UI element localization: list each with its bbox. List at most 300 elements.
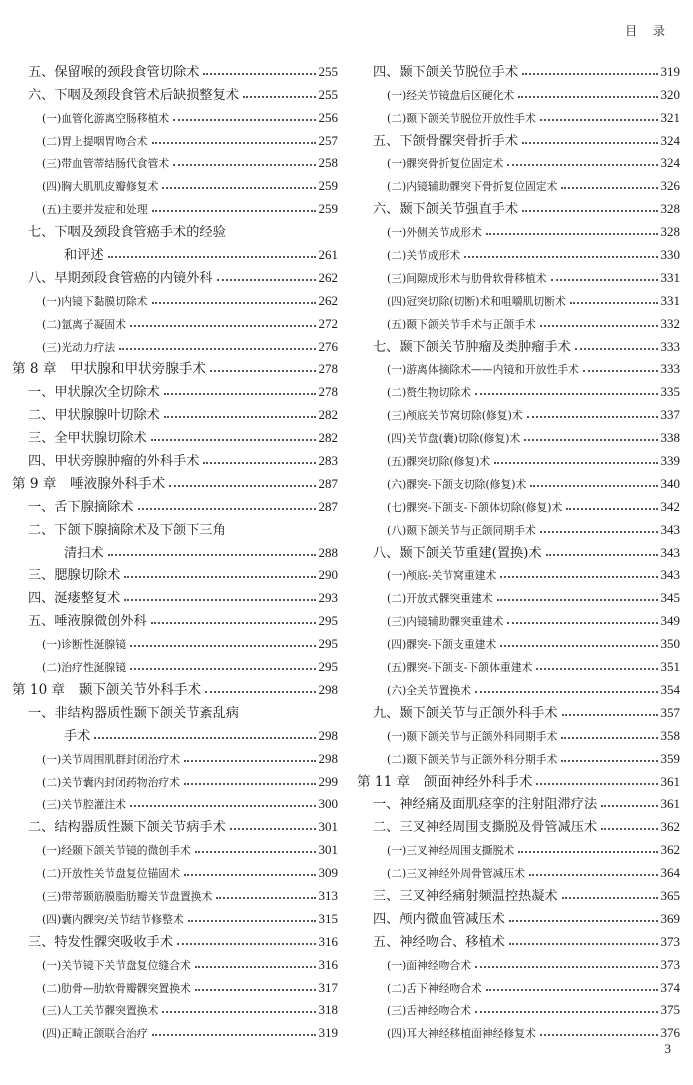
toc-entry-title: (五)髁突切除(修复)术 [387, 455, 491, 469]
toc-entry-title: 第 9 章 唾液腺外科手术 [12, 475, 166, 492]
toc-entry [357, 561, 680, 584]
page-number: 3 [664, 1041, 671, 1056]
toc-entry [357, 973, 680, 996]
toc-entry [12, 126, 338, 149]
toc-entry [357, 652, 680, 675]
toc-entry-page: 262 [318, 292, 338, 308]
toc-entry [357, 492, 680, 515]
toc-entry-title: (三)关节腔灌注术 [42, 798, 127, 812]
toc-entry-page: 316 [318, 933, 338, 949]
dot-leader [124, 576, 315, 578]
dot-leader [566, 508, 657, 510]
toc-chapter-entry [12, 355, 338, 378]
toc-entry-title: (一)内镜下黏膜切除术 [42, 294, 148, 308]
toc-entry-page: 320 [660, 86, 680, 102]
dot-leader [507, 622, 657, 624]
toc-entry [12, 881, 338, 904]
dot-leader [509, 943, 658, 945]
toc-entry-page: 282 [318, 407, 338, 423]
toc-entry-page: 278 [318, 384, 338, 400]
dot-leader [529, 874, 658, 876]
toc-entry-page: 351 [660, 659, 680, 675]
dot-leader [546, 554, 658, 556]
toc-entry [357, 1018, 680, 1041]
dot-leader [561, 760, 657, 762]
toc-entry [357, 812, 680, 835]
toc-entry-title: (一)颅底-关节窝重建术 [387, 569, 497, 583]
toc-entry-title: (六)髁突-下颌支切除(修复)术 [387, 477, 527, 491]
toc-chapter-entry [357, 767, 680, 790]
toc-entry-page: 350 [660, 636, 680, 652]
toc-entry-title: (二)三叉神经外周骨管减压术 [387, 867, 525, 881]
toc-entry [12, 629, 338, 652]
toc-entry-page: 278 [318, 361, 338, 377]
toc-entry [12, 858, 338, 881]
toc-entry [357, 698, 680, 721]
toc-entry-page: 324 [660, 155, 680, 171]
toc-entry-title: (二)开放性关节盘复位锚固术 [42, 867, 180, 881]
toc-entry-title: (五)颞下颌关节手术与正颌手术 [387, 317, 536, 331]
dot-leader [243, 96, 316, 98]
toc-entry-page: 338 [660, 430, 680, 446]
toc-entry [357, 171, 680, 194]
toc-entry [12, 217, 338, 240]
toc-entry-page: 276 [318, 338, 338, 354]
toc-entry [12, 309, 338, 332]
dot-leader [195, 989, 316, 991]
toc-entry-title: 一、甲状腺次全切除术 [28, 385, 160, 401]
dot-leader [205, 691, 315, 693]
toc-entry-page: 331 [660, 269, 680, 285]
toc-entry-title: (二)关节囊内封闭药物治疗术 [42, 775, 180, 789]
toc-entry-page: 293 [318, 590, 338, 606]
toc-entry-page: 333 [660, 361, 680, 377]
toc-entry-page: 375 [660, 1002, 680, 1018]
toc-entry-page: 362 [660, 842, 680, 858]
toc-entry-title: (六)全关节置换术 [387, 683, 472, 697]
toc-entry-page: 319 [318, 1025, 338, 1041]
toc-entry-title: 五、保留喉的颈段食管切除术 [28, 64, 200, 80]
toc-entry-title: (一)三叉神经周围支撕脱术 [387, 844, 515, 858]
dot-leader [108, 256, 316, 258]
toc-entry-page: 288 [318, 544, 338, 560]
toc-entry [357, 240, 680, 263]
toc-entry [12, 194, 338, 217]
toc-entry [12, 950, 338, 973]
toc-entry-title: (四)耳大神经移植面神经修复术 [387, 1027, 536, 1041]
toc-left-column [12, 57, 338, 1041]
dot-leader [162, 1011, 315, 1013]
toc-entry-title: (四)冠突切除(切断)术和咀嚼肌切断术 [387, 294, 566, 308]
toc-entry-title: 第 10 章 颞下颌关节外科手术 [12, 681, 202, 698]
dot-leader [184, 783, 316, 785]
toc-entry-page: 376 [660, 1025, 680, 1041]
toc-entry [357, 721, 680, 744]
dot-leader [151, 439, 316, 441]
toc-entry [12, 80, 338, 103]
toc-entry-title: 七、颞下颌关节肿瘤及类肿瘤手术 [373, 339, 571, 355]
dot-leader [494, 462, 657, 464]
dot-leader [130, 805, 315, 807]
toc-entry [357, 904, 680, 927]
toc-entry-page: 261 [318, 247, 338, 263]
toc-entry-page: 345 [660, 590, 680, 606]
toc-entry-page: 299 [318, 773, 338, 789]
dot-leader [540, 325, 658, 327]
toc-entry-title: (一)游离体摘除术——内镜和开放性手术 [387, 363, 579, 377]
toc-entry [12, 103, 338, 126]
toc-entry [12, 57, 338, 80]
toc-entry-page: 298 [318, 681, 338, 697]
dot-leader [130, 668, 315, 670]
toc-entry-page: 357 [660, 704, 680, 720]
dot-leader [475, 393, 657, 395]
toc-entry-page: 333 [660, 338, 680, 354]
toc-entry [357, 126, 680, 149]
toc-entry-page: 295 [318, 636, 338, 652]
toc-entry-title: 清扫术 [64, 545, 104, 561]
toc-entry [12, 721, 338, 744]
toc-entry-page: 328 [660, 201, 680, 217]
toc-entry-title: 三、腮腺切除术 [28, 568, 121, 584]
toc-entry [357, 881, 680, 904]
toc-entry [12, 973, 338, 996]
toc-entry-title: 六、颞下颌关节强直手术 [373, 202, 519, 218]
dot-leader [94, 737, 315, 739]
toc-entry [12, 515, 338, 538]
dot-leader [216, 897, 315, 899]
toc-entry [357, 103, 680, 126]
toc-entry-page: 262 [318, 269, 338, 285]
toc-entry-page: 309 [318, 865, 338, 881]
toc-entry-title: 一、非结构器质性颞下颌关节紊乱病 [28, 705, 239, 721]
toc-entry-title: (二)氩离子凝固术 [42, 317, 127, 331]
toc-entry [12, 904, 338, 927]
dot-leader [486, 989, 658, 991]
toc-entry-page: 358 [660, 727, 680, 743]
toc-entry-page: 287 [318, 475, 338, 491]
toc-entry-title: (一)经颞下颌关节镜的微创手术 [42, 844, 191, 858]
toc-entry [12, 446, 338, 469]
toc-entry-page: 364 [660, 865, 680, 881]
toc-entry-title: 七、下咽及颈段食管癌手术的经验 [28, 225, 226, 241]
toc-entry-page: 258 [318, 155, 338, 171]
toc-entry [357, 996, 680, 1019]
toc-entry-title: 三、特发性髁突吸收手术 [28, 934, 174, 950]
toc-chapter-entry [12, 469, 338, 492]
toc-entry-page: 259 [318, 178, 338, 194]
toc-entry-title: 二、三叉神经周围支撕脱及骨管减压术 [373, 820, 598, 836]
toc-entry-title: (八)颞下颌关节与正颌同期手术 [387, 523, 536, 537]
toc-entry-title: (三)间隙成形术与肋骨软骨移植术 [387, 271, 547, 285]
dot-leader [203, 462, 315, 464]
toc-entry-title: (四)髁突-下颌支重建术 [387, 638, 497, 652]
toc-entry-title: (一)关节周围肌群封闭治疗术 [42, 752, 180, 766]
dot-leader [575, 348, 658, 350]
toc-entry-page: 343 [660, 567, 680, 583]
toc-entry-title: (一)经关节镜盘后区硬化术 [387, 88, 515, 102]
toc-entry-page: 326 [660, 178, 680, 194]
toc-entry [12, 767, 338, 790]
dot-leader [130, 645, 315, 647]
dot-leader [217, 279, 316, 281]
toc-entry-title: 五、神经吻合、移植术 [373, 934, 505, 950]
dot-leader [518, 96, 657, 98]
toc-entry [12, 606, 338, 629]
toc-entry-page: 342 [660, 498, 680, 514]
dot-leader [152, 1034, 316, 1036]
toc-entry-page: 255 [318, 86, 338, 102]
dot-leader [177, 943, 315, 945]
dot-leader [184, 760, 316, 762]
toc-entry-title: (二)赘生物切除术 [387, 386, 472, 400]
toc-entry [357, 606, 680, 629]
toc-entry-title: (二)内镜辅助髁突下骨折复位固定术 [387, 180, 558, 194]
toc-entry [12, 698, 338, 721]
toc-entry [357, 149, 680, 172]
toc-entry-page: 373 [660, 956, 680, 972]
toc-entry-title: 第 11 章 颌面神经外科手术 [357, 773, 533, 790]
toc-entry [357, 332, 680, 355]
toc-entry-title: (一)髁突骨折复位固定术 [387, 157, 504, 171]
dot-leader [540, 119, 658, 121]
dot-leader [522, 210, 657, 212]
toc-entry-title: (三)人工关节髁突置换术 [42, 1004, 159, 1018]
toc-entry-title: (四)正畸正颌联合治疗 [42, 1027, 148, 1041]
toc-entry-title: 八、颞下颌关节重建(置换)术 [373, 545, 542, 561]
toc-entry [357, 377, 680, 400]
dot-leader [536, 783, 657, 785]
toc-entry-page: 298 [318, 750, 338, 766]
toc-entry-title: 四、颅内微血管减压术 [373, 911, 505, 927]
dot-leader [601, 828, 657, 830]
toc-entry-title: 三、三叉神经痛射频温控热凝术 [373, 888, 558, 904]
toc-entry-page: 343 [660, 521, 680, 537]
toc-entry-title: (三)舌神经吻合术 [387, 1004, 472, 1018]
toc-entry [357, 423, 680, 446]
toc-entry-page: 339 [660, 453, 680, 469]
toc-entry-title: 一、神经痛及面肌痉挛的注射阻滞疗法 [373, 797, 598, 813]
toc-entry-title: (三)光动力疗法 [42, 340, 116, 354]
toc-entry-page: 272 [318, 315, 338, 331]
toc-entry-page: 301 [318, 819, 338, 835]
toc-entry-page: 349 [660, 613, 680, 629]
dot-leader [524, 439, 657, 441]
dot-leader [475, 1011, 657, 1013]
toc-entry-page: 315 [318, 910, 338, 926]
dot-leader [509, 920, 658, 922]
toc-entry [12, 377, 338, 400]
toc-entry [12, 423, 338, 446]
toc-entry [357, 675, 680, 698]
dot-leader [203, 73, 315, 75]
dot-leader [151, 622, 316, 624]
toc-entry [357, 835, 680, 858]
toc-entry [357, 309, 680, 332]
toc-entry [357, 80, 680, 103]
toc-entry-title: (三)颅底关节窝切除(修复)术 [387, 409, 523, 423]
toc-entry-page: 332 [660, 315, 680, 331]
toc-entry-page: 259 [318, 201, 338, 217]
toc-entry [357, 400, 680, 423]
toc-entry-title: 二、下颌下腺摘除术及下颌下三角 [28, 522, 226, 538]
toc-entry-title: (一)血管化游离空肠移植术 [42, 111, 170, 125]
toc-entry [357, 263, 680, 286]
toc-entry-title: (一)外侧关节成形术 [387, 226, 482, 240]
dot-leader [522, 142, 657, 144]
toc-entry-page: 313 [318, 887, 338, 903]
toc-entry-page: 324 [660, 132, 680, 148]
toc-entry-page: 257 [318, 132, 338, 148]
dot-leader [500, 645, 657, 647]
toc-entry-title: 三、全甲状腺切除术 [28, 431, 147, 447]
toc-entry-title: (五)主要并发症和处理 [42, 203, 148, 217]
dot-leader [108, 554, 316, 556]
toc-entry-page: 373 [660, 933, 680, 949]
dot-leader [162, 187, 315, 189]
dot-leader [195, 851, 316, 853]
toc-entry [357, 858, 680, 881]
toc-entry-page: 295 [318, 659, 338, 675]
dot-leader [561, 187, 657, 189]
toc-entry-page: 298 [318, 727, 338, 743]
toc-entry-page: 317 [318, 979, 338, 995]
toc-entry-page: 340 [660, 475, 680, 491]
toc-entry [12, 744, 338, 767]
dot-leader [486, 233, 658, 235]
toc-entry [12, 812, 338, 835]
toc-entry [12, 538, 338, 561]
toc-entry-title: (四)胸大肌肌皮瓣修复术 [42, 180, 159, 194]
toc-chapter-entry [12, 675, 338, 698]
toc-entry-page: 337 [660, 407, 680, 423]
toc-entry [12, 652, 338, 675]
toc-entry [12, 927, 338, 950]
toc-entry-title: (二)肋骨—肋软骨瓣髁突置换术 [42, 981, 191, 995]
toc-entry [357, 469, 680, 492]
toc-entry-title: 手术 [64, 728, 91, 744]
toc-entry [357, 538, 680, 561]
toc-entry-page: 256 [318, 109, 338, 125]
toc-entry-title: (五)髁突-下颌支-下颌体重建术 [387, 661, 533, 675]
toc-entry-title: (四)囊内髁突/关节结节修整术 [42, 912, 184, 926]
toc-entry [357, 446, 680, 469]
toc-entry-title: (一)诊断性涎腺镜 [42, 638, 127, 652]
toc-entry-page: 316 [318, 956, 338, 972]
dot-leader [540, 531, 658, 533]
toc-entry [357, 790, 680, 813]
toc-entry [12, 400, 338, 423]
dot-leader [188, 920, 316, 922]
toc-entry-page: 287 [318, 498, 338, 514]
toc-entry-title: (四)关节盘(囊)切除(修复)术 [387, 432, 521, 446]
toc-entry [357, 583, 680, 606]
dot-leader [119, 348, 315, 350]
toc-entry-title: 五、唾液腺微创外科 [28, 614, 147, 630]
toc-entry-title: 八、早期颈段食管癌的内镜外科 [28, 270, 213, 286]
dot-leader [195, 966, 316, 968]
toc-entry-title: (一)关节镜下关节盘复位缝合术 [42, 958, 191, 972]
toc-entry [357, 515, 680, 538]
dot-leader [164, 393, 316, 395]
toc-entry-title: 和评述 [64, 248, 104, 264]
toc-entry [357, 629, 680, 652]
dot-leader [130, 325, 315, 327]
dot-leader [551, 279, 658, 281]
toc-right-column [357, 57, 680, 1041]
dot-leader [500, 576, 657, 578]
toc-entry [12, 171, 338, 194]
toc-entry-title: 四、甲状旁腺肿瘤的外科手术 [28, 454, 200, 470]
dot-leader [138, 508, 316, 510]
toc-entry-page: 318 [318, 1002, 338, 1018]
toc-entry-title: (二)关节成形术 [387, 249, 461, 263]
toc-entry-page: 290 [318, 567, 338, 583]
toc-entry-page: 321 [660, 109, 680, 125]
toc-entry [12, 996, 338, 1019]
toc-entry-title: (三)带血管蒂结肠代食管术 [42, 157, 170, 171]
toc-entry-page: 282 [318, 430, 338, 446]
toc-entry-title: 四、颞下颌关节脱位手术 [373, 64, 519, 80]
dot-leader [562, 714, 658, 716]
toc-entry-title: (二)颞下颌关节与正颌外科分期手术 [387, 752, 558, 766]
toc-entry-page: 354 [660, 681, 680, 697]
toc-entry-title: (一)面神经吻合术 [387, 958, 472, 972]
dot-leader [152, 302, 316, 304]
toc-entry-title: 一、舌下腺摘除术 [28, 499, 134, 515]
toc-entry-title: 二、结构器质性颞下颌关节病手术 [28, 820, 226, 836]
dot-leader [464, 256, 657, 258]
toc-entry-page: 365 [660, 887, 680, 903]
dot-leader [570, 302, 658, 304]
toc-entry-title: (三)内镜辅助髁突重建术 [387, 615, 504, 629]
toc-entry-title: (二)颞下颌关节脱位开放性手术 [387, 111, 536, 125]
toc-entry-page: 300 [318, 796, 338, 812]
toc-entry-page: 283 [318, 453, 338, 469]
toc-entry-title: (二)治疗性涎腺镜 [42, 661, 127, 675]
toc-entry [12, 240, 338, 263]
toc-entry [357, 194, 680, 217]
toc-entry-page: 328 [660, 224, 680, 240]
dot-leader [210, 370, 315, 372]
toc-entry [12, 835, 338, 858]
dot-leader [601, 805, 657, 807]
toc-entry [357, 927, 680, 950]
toc-entry-page: 369 [660, 910, 680, 926]
toc-entry-title: (二)开放式髁突重建术 [387, 592, 493, 606]
toc-entry-title: 第 8 章 甲状腺和甲状旁腺手术 [12, 361, 207, 378]
toc-entry [12, 263, 338, 286]
toc-entry-page: 331 [660, 292, 680, 308]
toc-entry [357, 286, 680, 309]
toc-entry [12, 332, 338, 355]
toc-entry-title: 四、涎瘘整复术 [28, 591, 121, 607]
dot-leader [164, 416, 316, 418]
toc-entry [357, 744, 680, 767]
dot-leader [527, 416, 658, 418]
toc-entry [357, 355, 680, 378]
dot-leader [530, 485, 657, 487]
dot-leader [475, 966, 657, 968]
dot-leader [497, 599, 658, 601]
toc-entry [12, 286, 338, 309]
toc-entry-title: (二)舌下神经吻合术 [387, 981, 482, 995]
toc-entry-page: 301 [318, 842, 338, 858]
toc-entry-title: 九、颞下颌关节与正颌外科手术 [373, 705, 558, 721]
toc-entry-page: 295 [318, 613, 338, 629]
toc-entry [357, 57, 680, 80]
dot-leader [124, 599, 315, 601]
